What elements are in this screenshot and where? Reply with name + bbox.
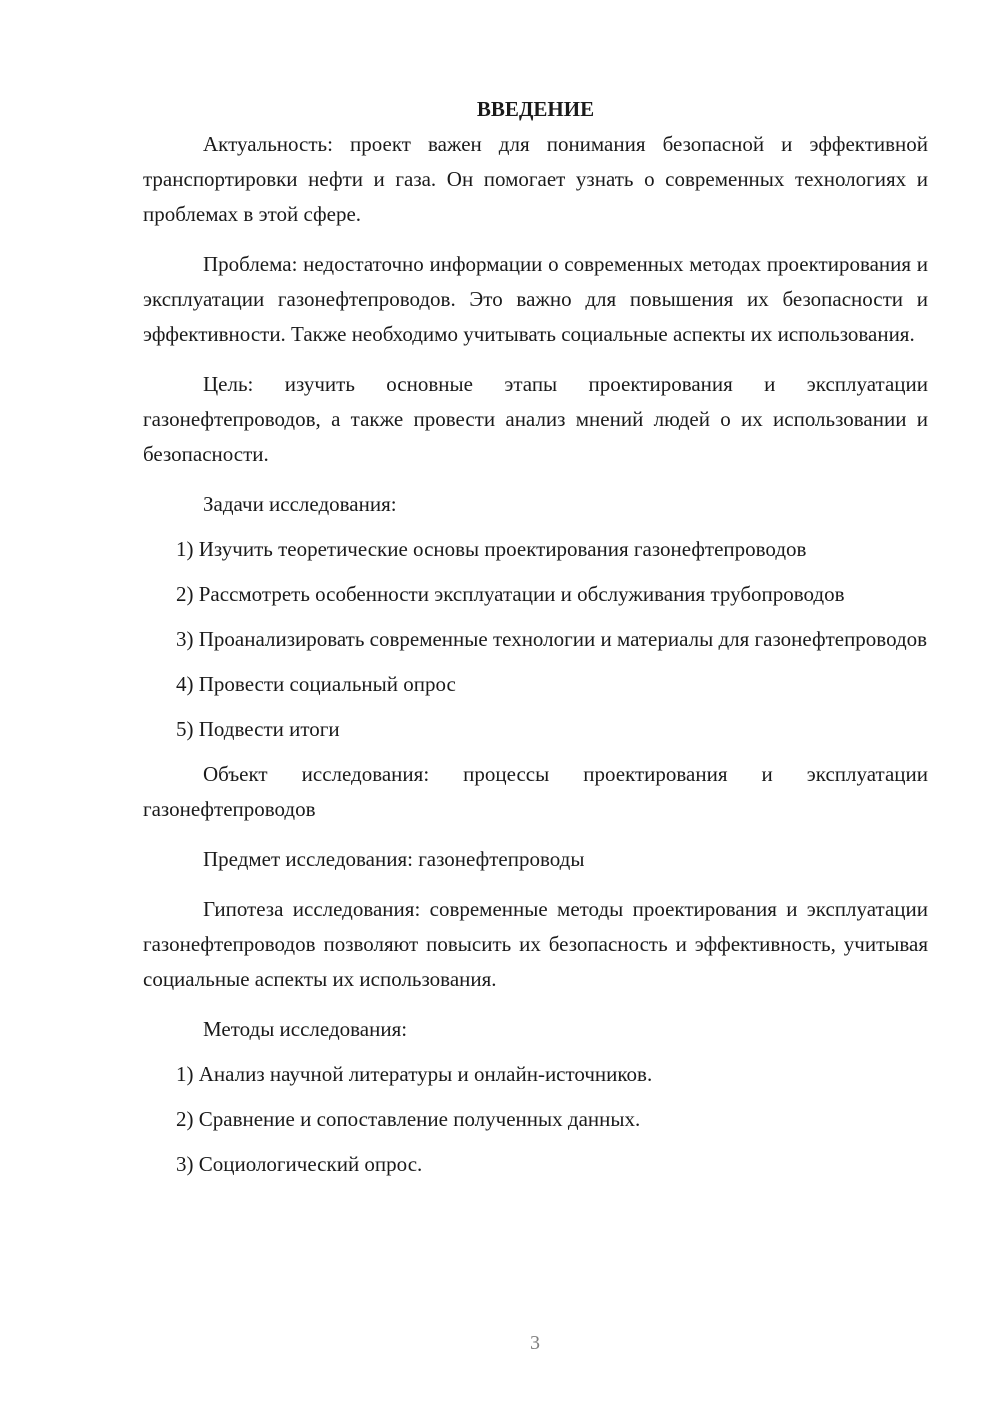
task-item-1: 1) Изучить теоретические основы проектирования газонефтепроводов bbox=[176, 537, 807, 561]
relevance-paragraph: Актуальность: проект важен для понимания безопасной и эффективной транспортировки нефти и газа. Он помогает узнать о современных технологиях и проблемах в этой сфере. bbox=[143, 132, 928, 226]
document-title: ВВЕДЕНИЕ bbox=[476, 97, 595, 121]
task-item-2: 2) Рассмотреть особенности эксплуатации и обслуживания трубопроводов bbox=[176, 582, 845, 606]
method-item-1: 1) Анализ научной литературы и онлайн-источников. bbox=[176, 1062, 653, 1086]
object-paragraph: Объект исследования: процессы проектирования и эксплуатации газонефтепроводов bbox=[143, 762, 928, 821]
methods-heading: Методы исследования: bbox=[203, 1017, 408, 1041]
tasks-heading: Задачи исследования: bbox=[203, 492, 397, 516]
goal-paragraph: Цель: изучить основные этапы проектирования и эксплуатации газонефтепроводов, а также провести анализ мнений людей о их использовании и безопасности. bbox=[143, 372, 928, 466]
task-item-5: 5) Подвести итоги bbox=[176, 717, 340, 741]
problem-paragraph: Проблема: недостаточно информации о современных методах проектирования и эксплуатации газонефтепроводов. Это важно для повышения их безопасности и эффективности. Также необходимо учитывать социальные аспекты их использования. bbox=[143, 252, 928, 346]
method-item-2: 2) Сравнение и сопоставление полученных данных. bbox=[176, 1107, 641, 1131]
task-item-4: 4) Провести социальный опрос bbox=[176, 672, 456, 696]
hypothesis-paragraph: Гипотеза исследования: современные методы проектирования и эксплуатации газонефтепроводов позволяют повысить их безопасность и эффективность, учитывая социальные аспекты их использования. bbox=[143, 897, 928, 991]
page-number: 3 bbox=[530, 1332, 540, 1354]
document-page bbox=[143, 92, 928, 1192]
subject-paragraph: Предмет исследования: газонефтепроводы bbox=[203, 847, 585, 871]
method-item-3: 3) Социологический опрос. bbox=[176, 1152, 423, 1176]
task-item-3: 3) Проанализировать современные технологии и материалы для газонефтепроводов bbox=[176, 627, 928, 651]
